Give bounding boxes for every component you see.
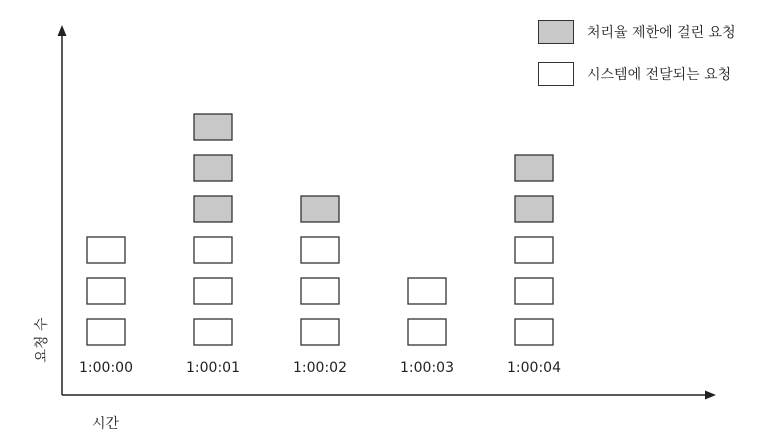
legend-limited	[538, 20, 773, 44]
x-axis-arrow	[705, 391, 716, 400]
request-boxes	[79, 114, 561, 376]
limited-request-box	[194, 114, 232, 140]
x-tick-label: 1:00:01	[186, 360, 240, 376]
delivered-request-box	[301, 237, 339, 263]
delivered-request-box	[515, 237, 553, 263]
legend-delivered	[538, 62, 773, 86]
delivered-request-box	[194, 237, 232, 263]
x-tick-label: 1:00:03	[400, 360, 454, 376]
x-tick-label: 1:00:00	[79, 360, 133, 376]
delivered-request-box	[301, 278, 339, 304]
delivered-request-box	[194, 278, 232, 304]
y-axis-arrow	[58, 25, 67, 36]
delivered-request-box	[408, 278, 446, 304]
limited-request-box	[515, 196, 553, 222]
x-tick-label: 1:00:04	[507, 360, 561, 376]
delivered-request-box	[408, 319, 446, 345]
limited-request-box	[194, 155, 232, 181]
x-tick-label: 1:00:02	[293, 360, 347, 376]
x-axis-label: 시간	[92, 416, 120, 432]
delivered-request-box	[87, 319, 125, 345]
legend-limited-swatch	[538, 20, 574, 44]
delivered-request-box	[194, 319, 232, 345]
delivered-request-box	[515, 319, 553, 345]
legend-limited-label: 처리율 제한에 걸린 요청	[587, 25, 736, 41]
delivered-request-box	[87, 237, 125, 263]
legend-delivered-swatch	[538, 62, 574, 86]
limited-request-box	[515, 155, 553, 181]
y-axis-label: 요청 수	[34, 317, 50, 363]
legend-delivered-label: 시스템에 전달되는 요청	[587, 67, 732, 83]
delivered-request-box	[301, 319, 339, 345]
limited-request-box	[301, 196, 339, 222]
limited-request-box	[194, 196, 232, 222]
delivered-request-box	[87, 278, 125, 304]
delivered-request-box	[515, 278, 553, 304]
